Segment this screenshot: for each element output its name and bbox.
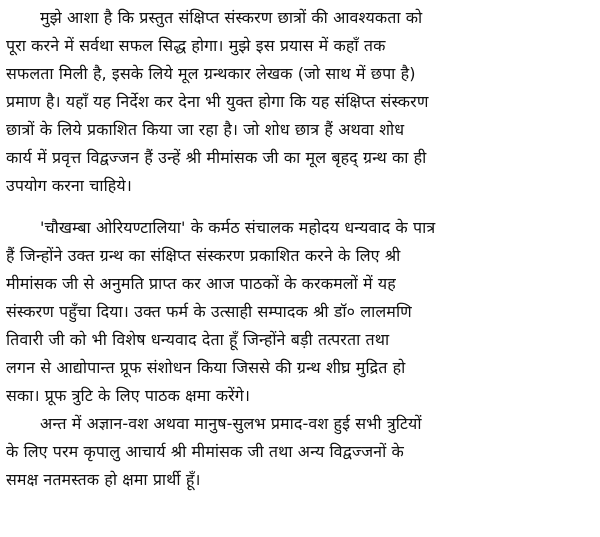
text-line: प्रमाण है। यहाँ यह निर्देश कर देना भी युक्त होगा कि यह संक्षिप्त संस्करण [6,92,429,111]
text-line: सफलता मिली है, इसके लिये मूल ग्रन्थकार लेखक (जो साथ में छपा है) [6,64,416,83]
text-line: अन्त में अज्ञान-वश अथवा मानुष-सुलभ प्रमाद-वश हुई सभी त्रुटियों [40,414,422,433]
text-line: मुझे आशा है कि प्रस्तुत संक्षिप्त संस्करण छात्रों की आवश्यकता को [40,8,423,27]
text-line: पूरा करने में सर्वथा सफल सिद्ध होगा। मुझे इस प्रयास में कहाँ तक [6,36,386,55]
paragraph-gap [6,200,592,214]
text-line: उपयोग करना चाहिये। [6,176,132,195]
text-line: छात्रों के लिये प्रकाशित किया जा रहा है। जो शोध छात्र हैं अथवा शोध [6,120,405,139]
text-line: 'चौखम्बा ओरियण्टालिया' के कर्मठ संचालक महोदय धन्यवाद के पात्र [40,218,436,237]
paragraph-1 [6,4,592,200]
paragraph-2 [6,214,592,410]
text-line: समक्ष नतमस्तक हो क्षमा प्रार्थी हूँ। [6,470,201,489]
text-line: लगन से आद्योपान्त प्रूफ संशोधन किया जिससे की ग्रन्थ शीघ्र मुद्रित हो [6,358,406,377]
text-line: सका। प्रूफ त्रुटि के लिए पाठक क्षमा करेंगे। [6,386,251,405]
paragraph-3 [6,410,592,494]
text-line: के लिए परम कृपालु आचार्य श्री मीमांसक जी तथा अन्य विद्वज्जनों के [6,442,404,461]
text-line: कार्य में प्रवृत्त विद्वज्जन हैं उन्हें श्री मीमांसक जी का मूल बृहद् ग्रन्थ का ही [6,148,427,167]
text-line: तिवारी जी को भी विशेष धन्यवाद देता हूँ जिन्होंने बड़ी तत्परता तथा [6,330,390,349]
text-line: हैं जिन्होंने उक्त ग्रन्थ का संक्षिप्त संस्करण प्रकाशित करने के लिए श्री [6,246,401,265]
text-line: मीमांसक जी से अनुमति प्राप्त कर आज पाठकों के करकमलों में यह [6,274,396,293]
text-line: संस्करण पहुँचा दिया। उक्त फर्म के उत्साही सम्पादक श्री डॉ० लालमणि [6,302,412,321]
